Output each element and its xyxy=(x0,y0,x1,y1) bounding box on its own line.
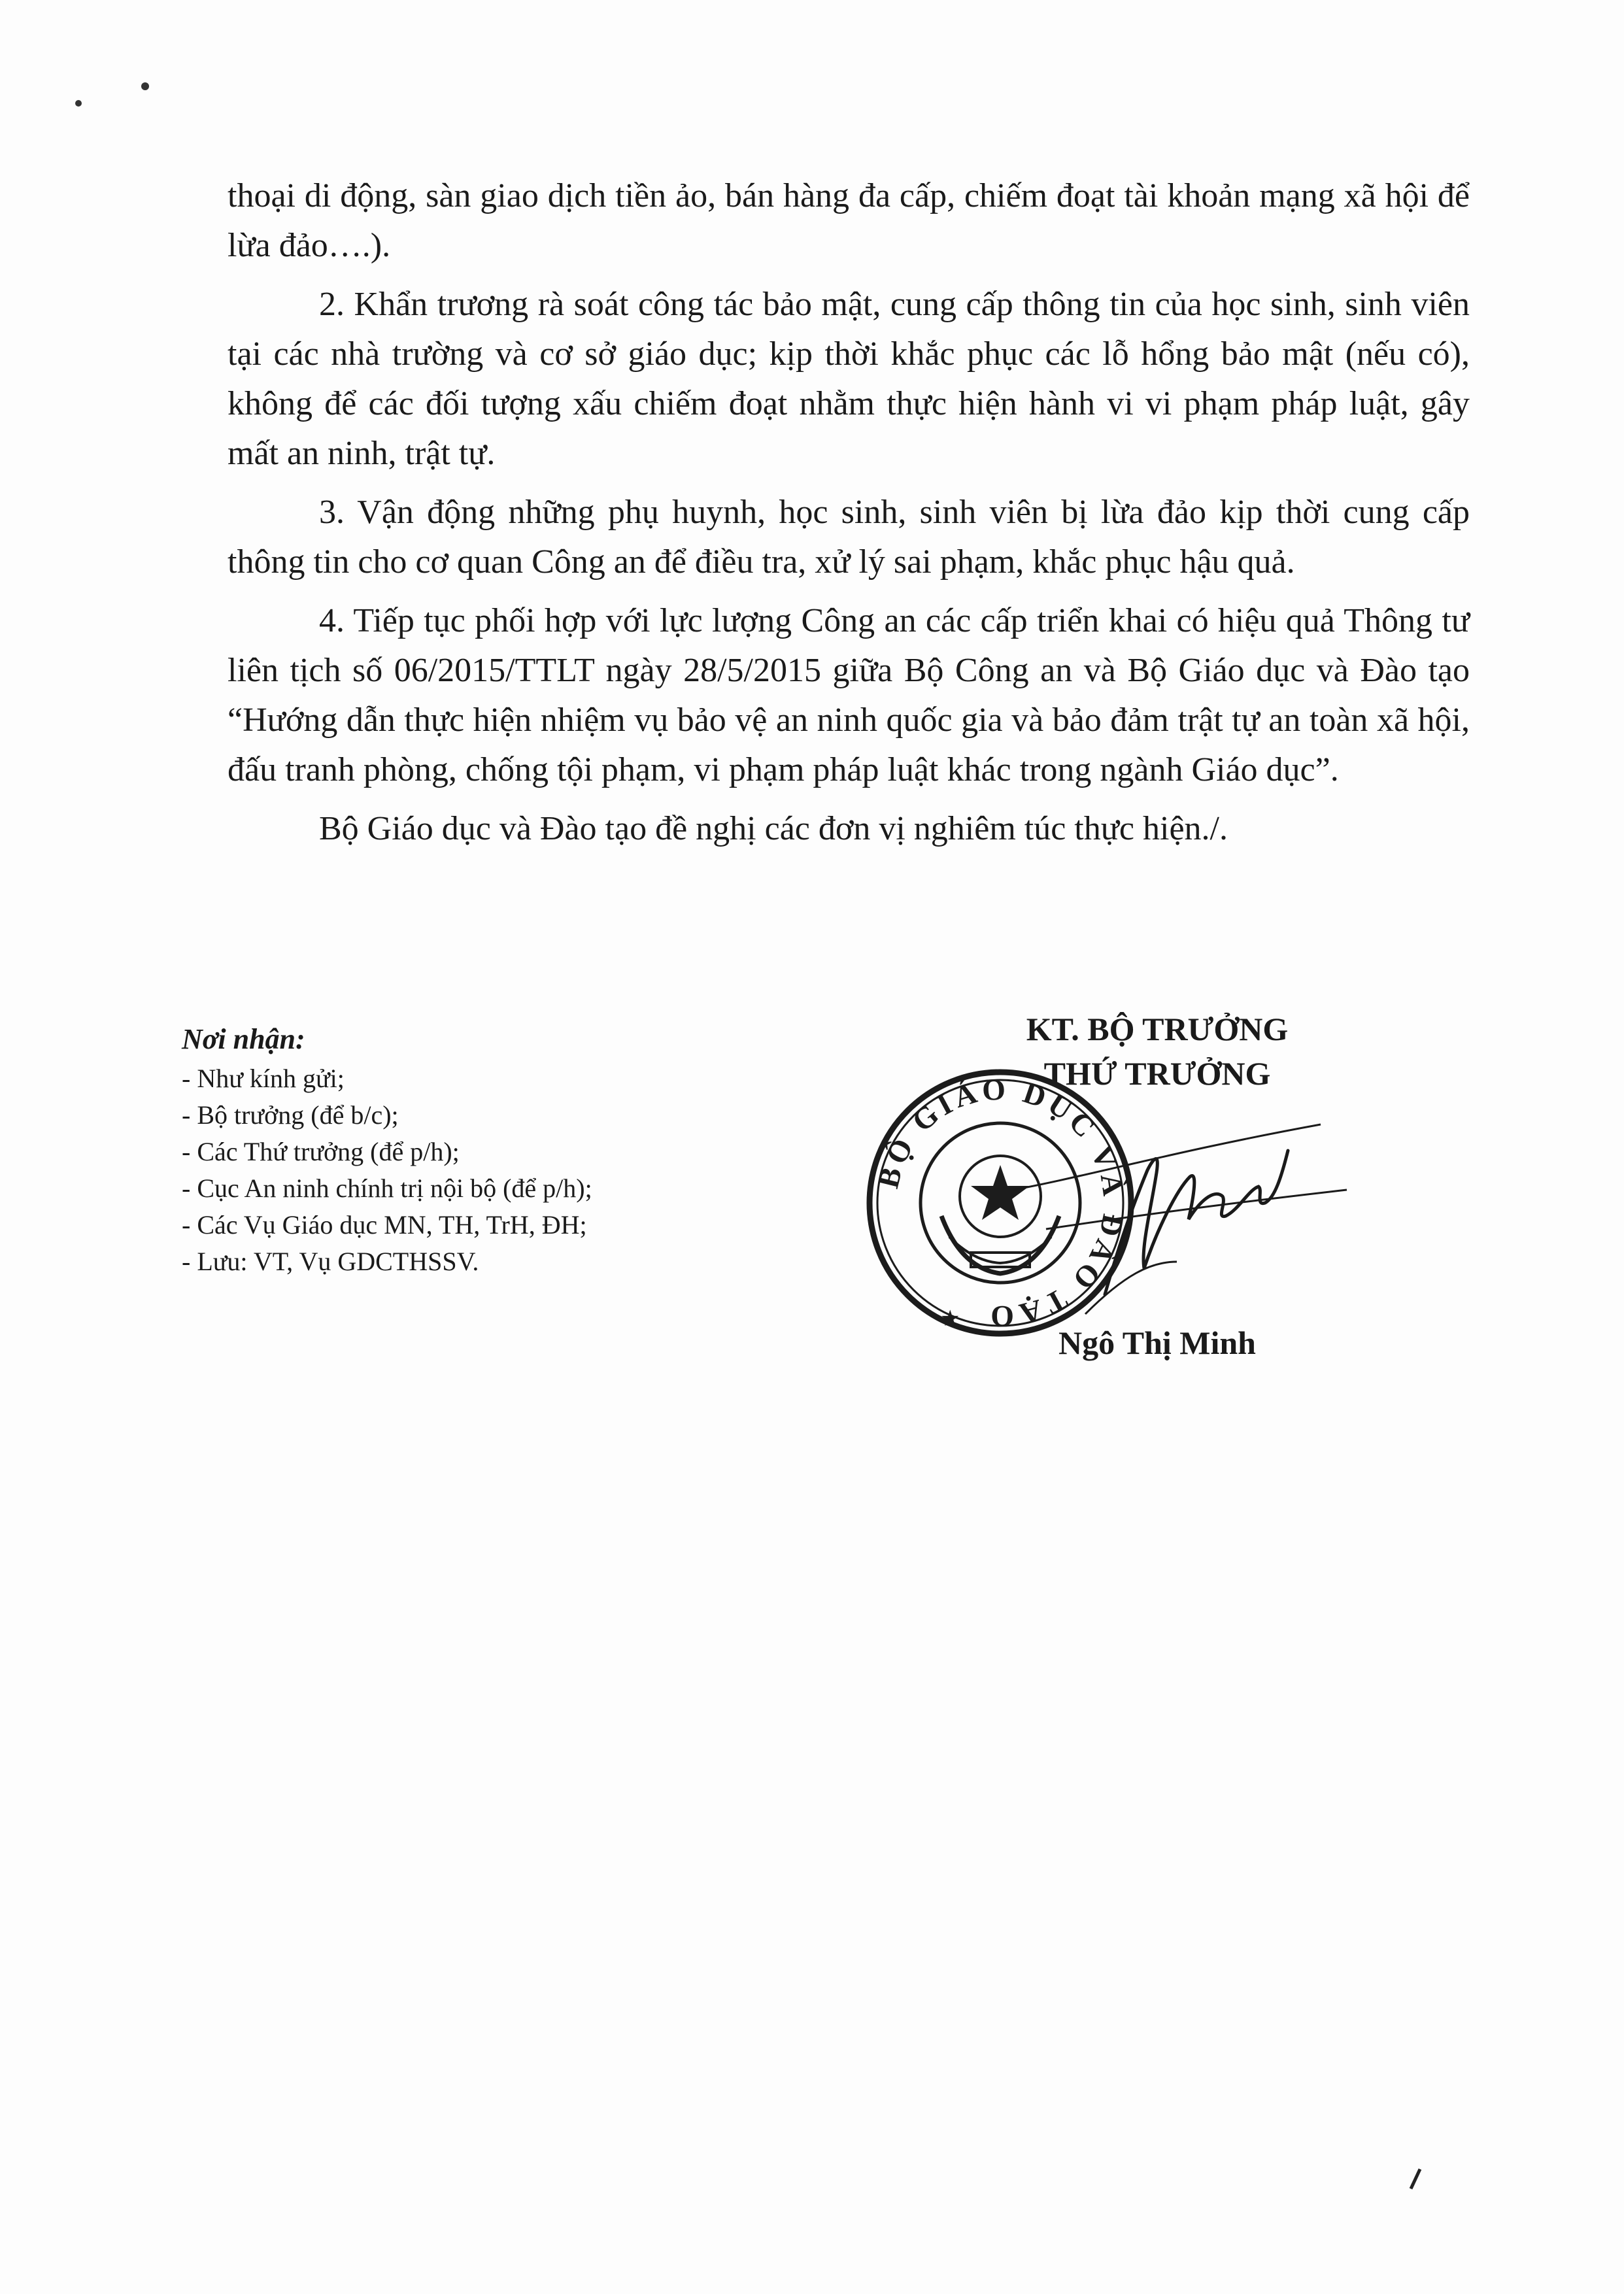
handwritten-signature-icon xyxy=(1007,1098,1373,1334)
body-paragraph-1: thoại di động, sàn giao dịch tiền ảo, bán hàng đa cấp, chiếm đoạt tài khoản mạng xã hội để lừa đảo….). xyxy=(228,177,1470,264)
body-paragraph-5: Bộ Giáo dục và Đào tạo đề nghị các đơn vị nghiêm túc thực hiện./. xyxy=(319,810,1228,847)
signer-name: Ngô Thị Minh xyxy=(1058,1324,1256,1361)
recipient-item: - Cục An ninh chính trị nội bộ (để p/h); xyxy=(182,1173,592,1203)
recipients-block xyxy=(182,1021,901,1280)
body-paragraph-4: 4. Tiếp tục phối hợp với lực lượng Công an các cấp triển khai có hiệu quả Thông tư liên tịch số 06/2015/TTLT ngày 28/5/2015 giữa Bộ Công an và Bộ Giáo dục và Đào tạo “Hướng dẫn thực hiện nhiệm vụ bảo vệ an ninh quốc gia và bảo đảm trật tự an toàn xã hội, đấu tranh phòng, chống tội phạm, vi phạm pháp luật khác trong ngành Giáo dục”. xyxy=(228,602,1470,788)
document-body xyxy=(228,171,1470,863)
recipients-list xyxy=(182,1060,901,1280)
seal-text: BỘ GIÁO DỤC VÀ ĐÀO TẠO xyxy=(871,1072,1131,1334)
svg-text:★: ★ xyxy=(940,1306,960,1331)
signature-title-1: KT. BỘ TRƯỞNG xyxy=(1026,1011,1289,1047)
recipient-item: - Các Thứ trưởng (để p/h); xyxy=(182,1137,460,1166)
body-paragraph-3: 3. Vận động những phụ huynh, học sinh, sinh viên bị lừa đảo kịp thời cung cấp thông tin cho cơ quan Công an để điều tra, xử lý sai phạm, khắc phục hậu quả. xyxy=(228,494,1470,581)
recipient-item: - Bộ trưởng (để b/c); xyxy=(182,1100,399,1130)
recipients-heading: Nơi nhận: xyxy=(182,1023,305,1055)
recipient-item: - Lưu: VT, Vụ GDCTHSSV. xyxy=(182,1247,479,1276)
body-paragraph-2: 2. Khẩn trương rà soát công tác bảo mật, cung cấp thông tin của học sinh, sinh viên tại các nhà trường và cơ sở giáo dục; kịp thời khắc phục các lỗ hổng bảo mật (nếu có), không để các đối tượng xấu chiếm đoạt nhằm thực hiện hành vi vi phạm pháp luật, gây mất an ninh, trật tự. xyxy=(228,286,1470,472)
recipient-item: - Như kính gửi; xyxy=(182,1064,345,1093)
recipient-item: - Các Vụ Giáo dục MN, TH, TrH, ĐH; xyxy=(182,1210,587,1240)
signature-title-2: THỨ TRƯỞNG xyxy=(1043,1055,1271,1092)
